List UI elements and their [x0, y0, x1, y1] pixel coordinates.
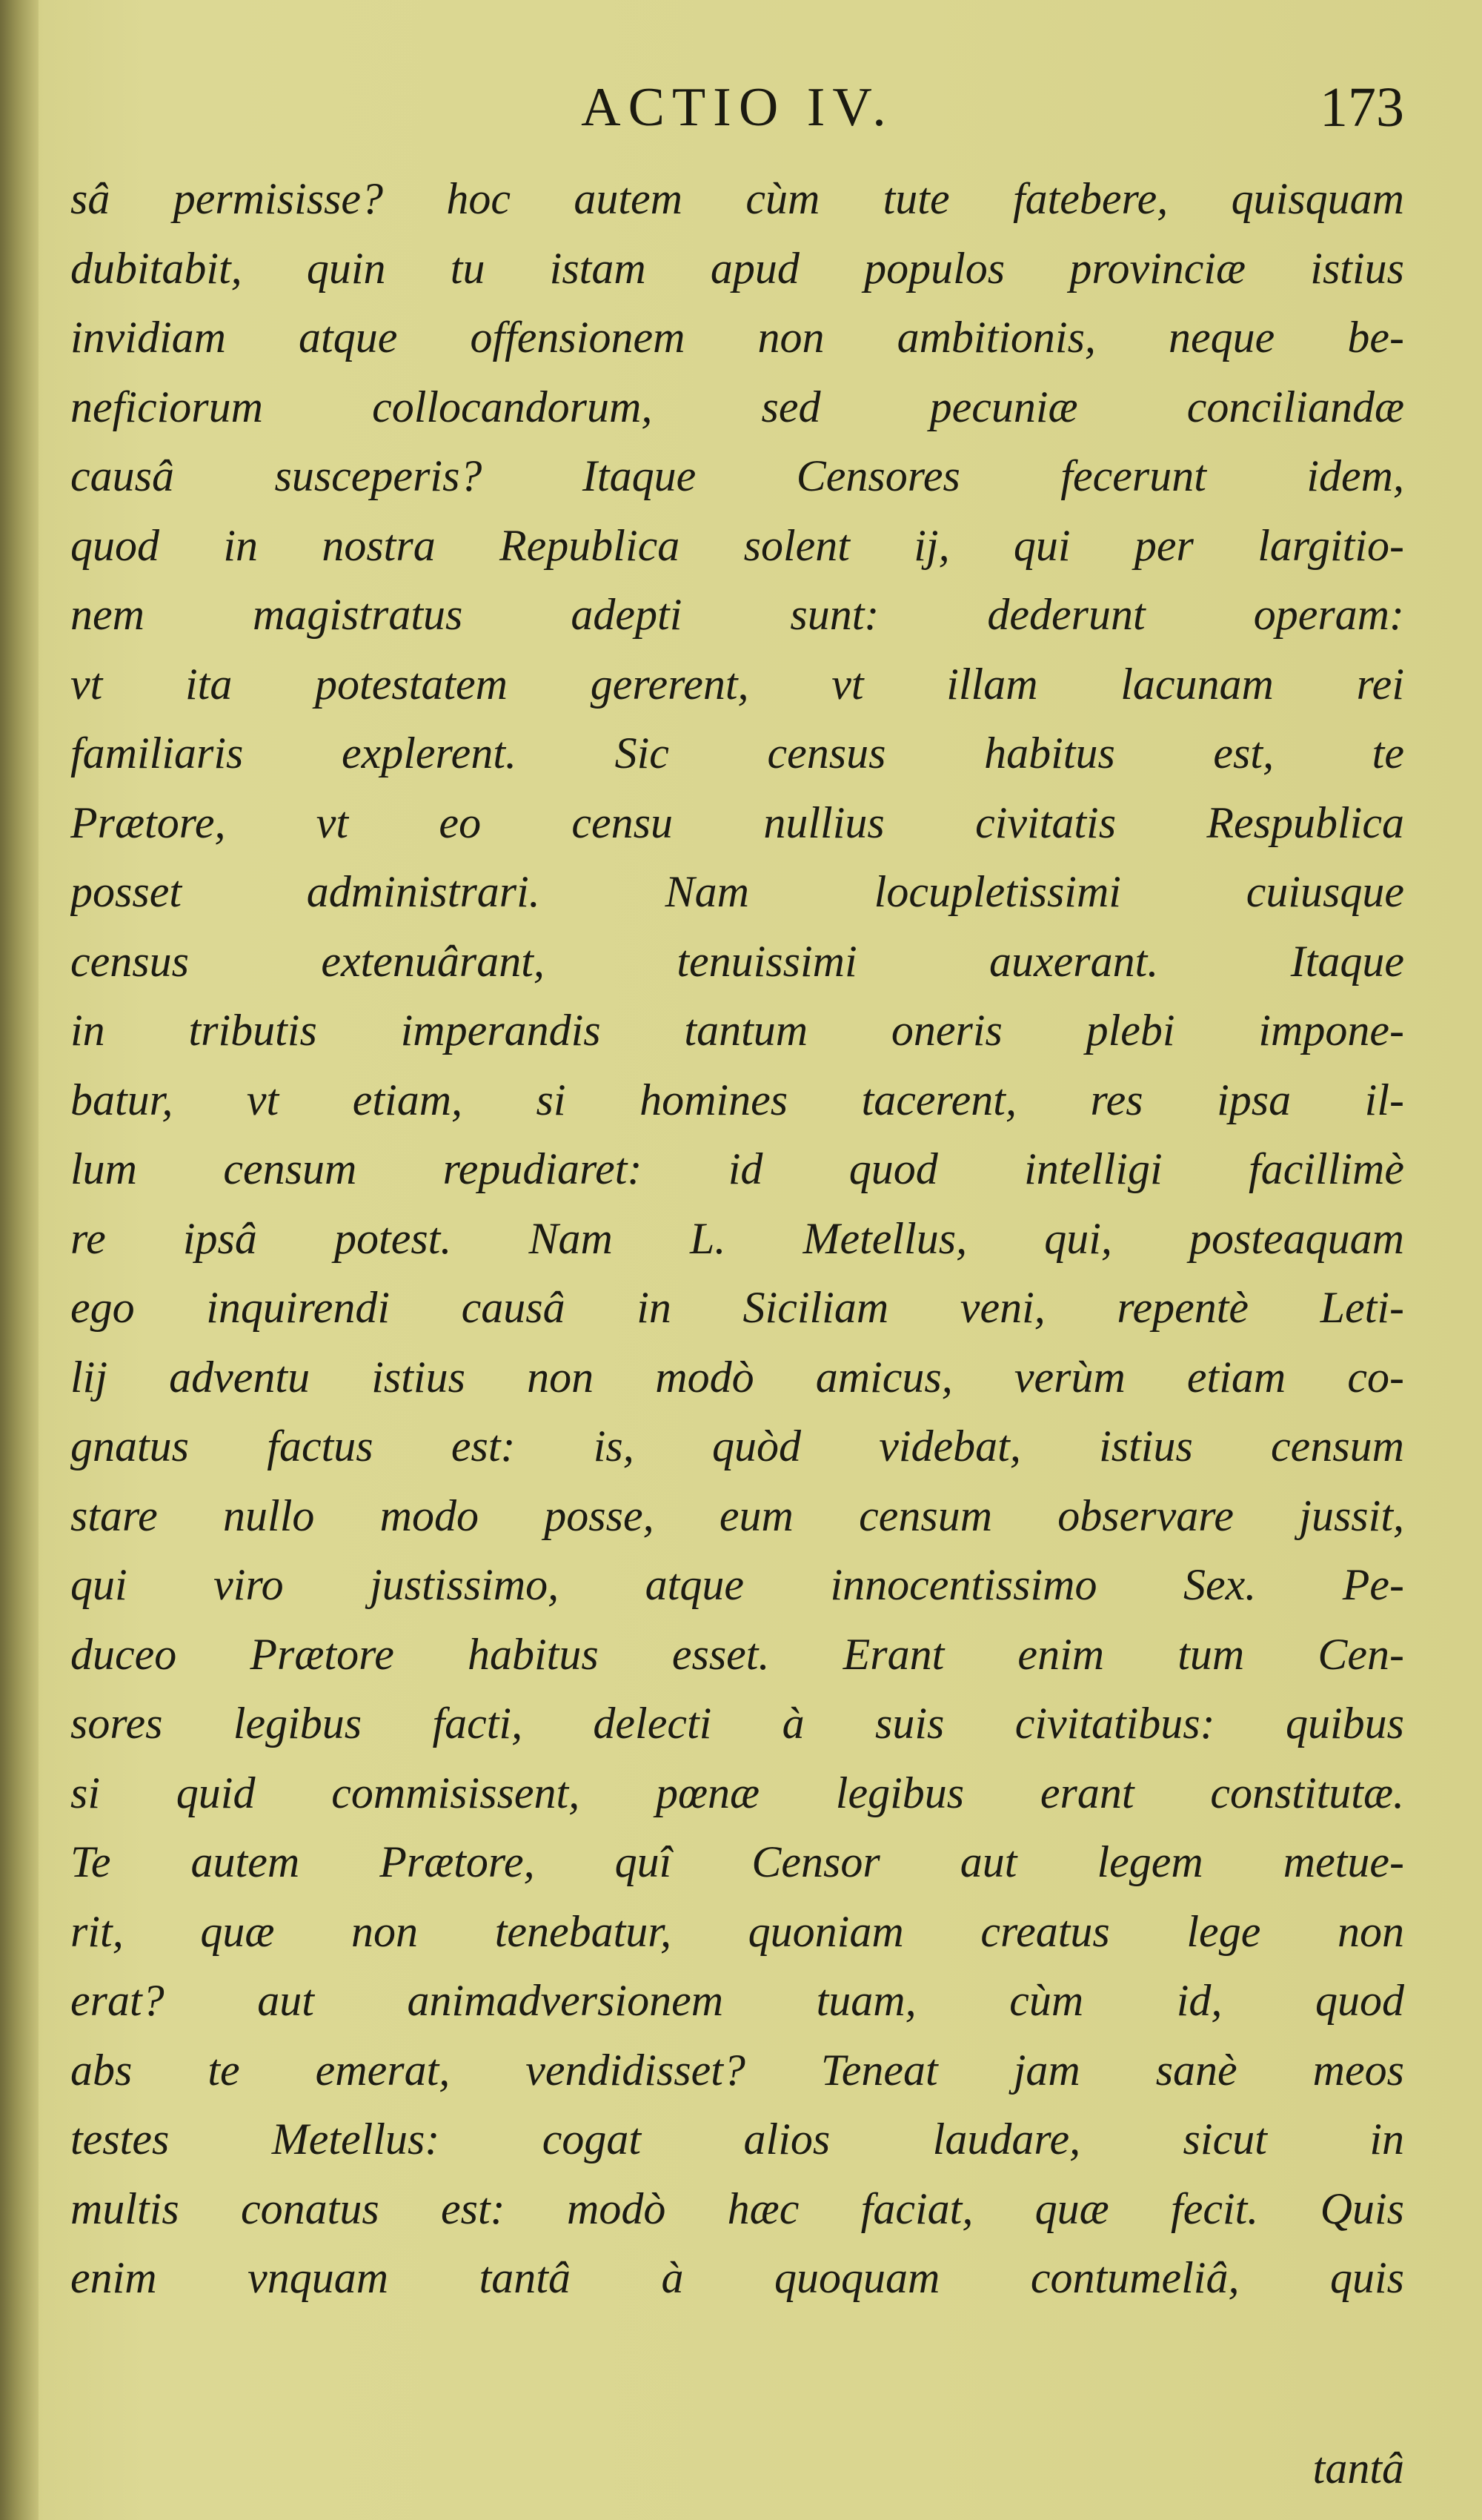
text-line: batur, vt etiam, si homines tacerent, res ipsa il- — [70, 1075, 1404, 1124]
text-line: vt ita potestatem gererent, vt illam lacunam rei — [70, 659, 1404, 709]
text-line: rit, quæ non tenebatur, quoniam creatus lege non — [70, 1906, 1404, 1956]
text-line: ego inquirendi causâ in Siciliam veni, repentè Leti- — [70, 1283, 1404, 1332]
text-line: erat? aut animadversionem tuam, cùm id, quod — [70, 1976, 1404, 2025]
text-line: lum censum repudiaret: id quod intelligi facillimè — [70, 1144, 1404, 1193]
book-gutter — [0, 0, 39, 2520]
page-header — [70, 74, 1404, 141]
text-line: census extenuârant, tenuissimi auxerant. Itaque — [70, 936, 1404, 986]
text-block — [70, 165, 1404, 2313]
text-line: posset administrari. Nam locupletissimi cuiusque — [70, 867, 1404, 916]
text-line: stare nullo modo posse, eum censum observare jussit, — [70, 1491, 1404, 1540]
text-line: nem magistratus adepti sunt: dederunt operam: — [70, 590, 1404, 639]
text-line: causâ susceperis? Itaque Censores fecerunt idem, — [70, 451, 1404, 500]
text-line: abs te emerat, vendidisset? Teneat jam sanè meos — [70, 2045, 1404, 2095]
running-head: ACTIO IV. — [581, 77, 894, 138]
text-line: multis conatus est: modò hæc faciat, quæ fecit. Quis — [70, 2184, 1404, 2233]
text-line: invidiam atque offensionem non ambitionis, neque be- — [70, 313, 1404, 362]
text-line: dubitabit, quin tu istam apud populos provinciæ istius — [70, 243, 1404, 293]
text-line: gnatus factus est: is, quòd videbat, istius censum — [70, 1422, 1404, 1470]
text-line: sâ permisisse? hoc autem cùm tute fatebere, quisquam — [70, 174, 1404, 223]
text-line: lij adventu istius non modò amicus, verùm etiam co- — [70, 1352, 1404, 1402]
text-line: si quid commisissent, pœnæ legibus erant constitutæ. — [70, 1768, 1404, 1817]
catchword: tantâ — [1312, 2444, 1404, 2493]
text-line: Te autem Prætore, quî Censor aut legem metue- — [70, 1837, 1404, 1886]
text-line: duceo Prætore habitus esset. Erant enim tum Cen- — [70, 1629, 1404, 1679]
page-number: 173 — [1320, 76, 1404, 139]
text-line: qui viro justissimo, atque innocentissimo Sex. Pe- — [70, 1560, 1404, 1609]
text-line: familiaris explerent. Sic census habitus est, te — [70, 729, 1404, 777]
text-line: quod in nostra Republica solent ij, qui per largitio- — [70, 520, 1404, 570]
text-line: re ipsâ potest. Nam L. Metellus, qui, posteaquam — [70, 1213, 1404, 1263]
text-line: sores legibus facti, delecti à suis civitatibus: quibus — [70, 1699, 1404, 1748]
text-line: in tributis imperandis tantum oneris plebi impone- — [70, 1006, 1404, 1055]
text-line: neficiorum collocandorum, sed pecuniæ conciliandæ — [70, 382, 1404, 431]
text-line: enim vnquam tantâ à quoquam contumeliâ, quis — [70, 2253, 1404, 2302]
text-line: testes Metellus: cogat alios laudare, sicut in — [70, 2115, 1404, 2163]
text-line: Prætore, vt eo censu nullius civitatis Respublica — [70, 798, 1404, 847]
